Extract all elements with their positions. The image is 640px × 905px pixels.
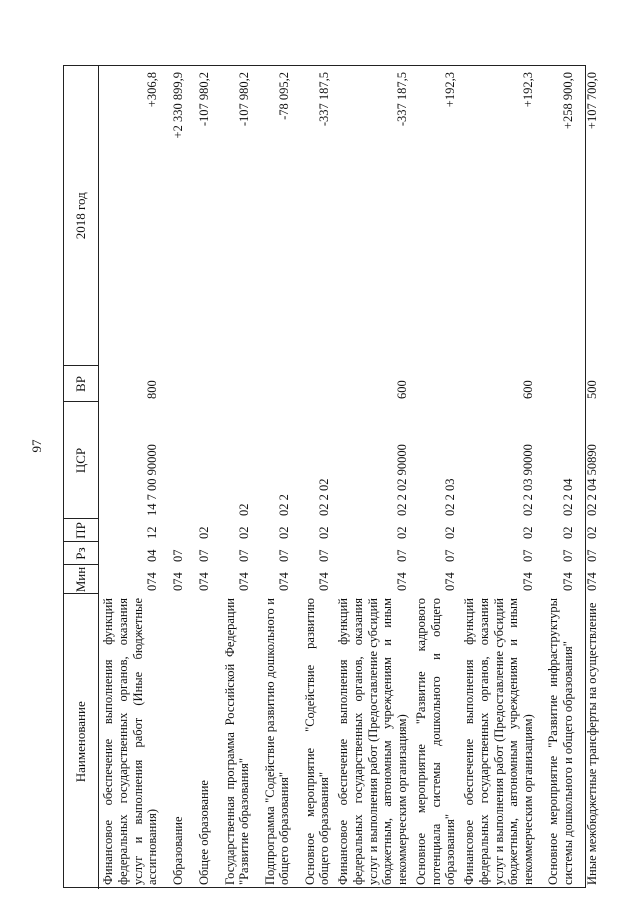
- row-rz: 07: [171, 549, 186, 562]
- row-vr: 600: [521, 380, 535, 399]
- header-min: Мин: [64, 565, 99, 594]
- row-name: Образование: [171, 816, 186, 885]
- row-min: 074: [237, 572, 252, 591]
- header-pr: ПР: [64, 519, 99, 542]
- row-min: 074: [395, 572, 409, 591]
- table-row: [538, 66, 578, 889]
- row-vr: 800: [145, 380, 160, 399]
- row-rz: 07: [585, 549, 599, 562]
- row-value: +107 700,0: [585, 72, 599, 130]
- table-row: [578, 66, 602, 889]
- page-number: 97: [29, 439, 44, 453]
- row-vr: 600: [395, 380, 409, 399]
- table-row: [214, 66, 254, 889]
- budget-table: [64, 66, 602, 889]
- table-row: [294, 66, 334, 889]
- header-vr: ВР: [64, 366, 99, 402]
- table-row: [254, 66, 294, 889]
- row-vr: [254, 366, 294, 402]
- row-min: 074: [145, 572, 160, 591]
- table-header-row: [64, 66, 99, 889]
- row-rz: 07: [443, 549, 458, 562]
- row-value: +306,8: [145, 72, 160, 108]
- row-pr: 02: [561, 526, 575, 539]
- row-csr: 14 7 00 90000: [145, 444, 160, 516]
- row-value: -78 095,2: [277, 72, 292, 120]
- row-min: 074: [521, 572, 535, 591]
- header-csr: ЦСР: [64, 402, 99, 519]
- row-csr: 02 2 03 90000: [521, 444, 535, 516]
- row-value: +258 900,0: [561, 72, 575, 130]
- table-row: [334, 66, 412, 889]
- budget-table-frame: [63, 65, 599, 888]
- row-csr: 02 2 02: [317, 478, 332, 516]
- row-value: +192,3: [521, 72, 535, 108]
- row-value: -337 187,5: [395, 72, 409, 127]
- header-year-2018: 2018 год: [64, 66, 99, 366]
- row-vr: [188, 366, 214, 402]
- row-pr: 02: [317, 526, 332, 539]
- table-row: [460, 66, 538, 889]
- table-row: [188, 66, 214, 889]
- row-pr: 02: [197, 526, 212, 539]
- row-vr: [294, 366, 334, 402]
- row-rz: 07: [521, 549, 535, 562]
- row-value: -107 980,2: [197, 72, 212, 127]
- row-rz: 07: [317, 549, 332, 562]
- row-name: Основное мероприятие "Развитие кадрового потенциала системы дошкольного и общего образования": [413, 598, 458, 885]
- row-pr: 02: [443, 526, 458, 539]
- row-min: 074: [317, 572, 332, 591]
- row-csr: [188, 402, 214, 519]
- header-rz: Рз: [64, 542, 99, 565]
- row-value: +192,3: [443, 72, 458, 108]
- row-min: 074: [277, 572, 292, 591]
- row-vr: [538, 366, 578, 402]
- row-name: Финансовое обеспечение выполнения функций федеральных государственных органов, оказания услуг и выполнения работ (Предоставление субсидий бюджетным, автономным учреждениям и иным некоммерческим организациям): [336, 598, 409, 885]
- row-pr: [162, 519, 188, 542]
- row-value: +2 330 899,9: [171, 72, 186, 139]
- row-name: Основное мероприятие "Содействие развитию общего образования": [302, 598, 332, 885]
- table-row: [99, 66, 163, 889]
- row-rz: 07: [561, 549, 575, 562]
- budget-table-rotated: [64, 66, 599, 889]
- row-csr: 02: [237, 503, 252, 516]
- row-rz: 04: [145, 549, 160, 562]
- table-row: [412, 66, 460, 889]
- table-row: [162, 66, 188, 889]
- row-min: 074: [443, 572, 458, 591]
- row-vr: [214, 366, 254, 402]
- row-pr: 02: [521, 526, 535, 539]
- row-csr: 02 2: [277, 494, 292, 516]
- row-value: -107 980,2: [237, 72, 252, 127]
- row-pr: 02: [585, 526, 599, 539]
- row-name: Иные межбюджетные трансферты на осуществление: [585, 602, 599, 885]
- row-min: 074: [561, 572, 575, 591]
- row-rz: 07: [237, 549, 252, 562]
- row-csr: 02 2 04: [561, 478, 575, 516]
- row-name: Общее образование: [197, 780, 212, 885]
- row-rz: 07: [395, 549, 409, 562]
- row-pr: 12: [145, 526, 160, 539]
- row-vr: 500: [585, 380, 599, 399]
- row-pr: 02: [277, 526, 292, 539]
- header-name: Наименование: [64, 594, 99, 889]
- row-csr: [162, 402, 188, 519]
- row-name: Основное мероприятие "Развитие инфраструктуры системы дошкольного и общего образования": [546, 598, 575, 885]
- row-value: -337 187,5: [317, 72, 332, 127]
- row-min: 074: [197, 572, 212, 591]
- row-min: 074: [585, 572, 599, 591]
- row-pr: 02: [395, 526, 409, 539]
- row-name: Подпрограмма "Содействие развитию дошкольного и общего образования": [262, 598, 292, 885]
- row-rz: 07: [277, 549, 292, 562]
- row-csr: 02 2 04 50890: [585, 444, 599, 516]
- row-name: Финансовое обеспечение выполнения функций федеральных государственных органов, оказания услуг и выполнения работ (Предоставление субсидий бюджетным, автономным учреждениям и иным некоммерческим организациям): [462, 598, 535, 885]
- row-name: Государственная программа Российской Федерации "Развитие образования": [222, 598, 252, 885]
- row-csr: 02 2 03: [443, 478, 458, 516]
- row-csr: 02 2 02 90000: [395, 444, 409, 516]
- row-name: Финансовое обеспечение выполнения функций федеральных государственных органов, оказания услуг и выполнения работ (Иные бюджетные ассигнования): [101, 598, 160, 885]
- row-pr: 02: [237, 526, 252, 539]
- row-vr: [412, 366, 460, 402]
- row-min: 074: [171, 572, 186, 591]
- row-vr: [162, 366, 188, 402]
- row-rz: 07: [197, 549, 212, 562]
